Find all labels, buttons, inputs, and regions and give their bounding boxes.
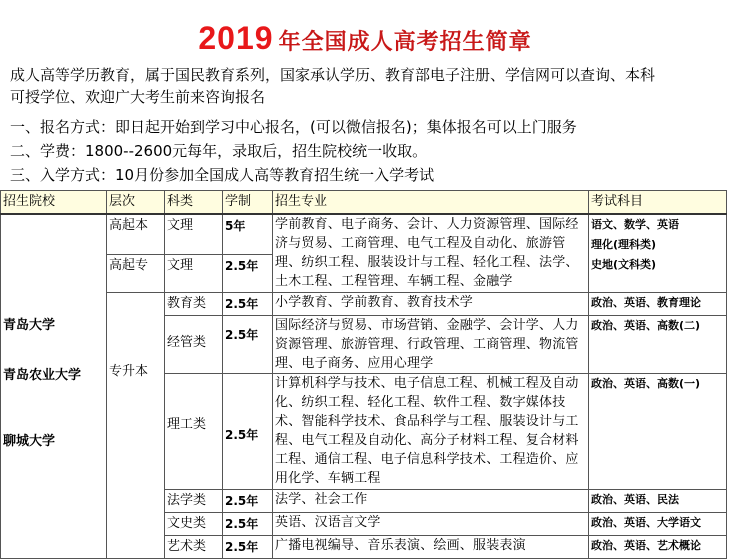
- subjects-cell: [589, 214, 727, 292]
- majors-cell: 法学、社会工作: [273, 489, 589, 512]
- category-cell: 文理: [165, 214, 223, 254]
- intro-paragraph: [10, 64, 725, 108]
- intro-line-1: 成人高等学历教育，属于国民教育系列，国家承认学历、教育部电子注册、学信网可以查询、本科: [10, 66, 656, 84]
- category-cell: 理工类: [165, 373, 223, 489]
- duration-cell: 2.5年: [223, 315, 273, 373]
- subjects-cell: 政治、英语、艺术概论: [589, 535, 727, 558]
- page-title: [0, 20, 730, 57]
- school-name: 青岛农业大学: [3, 368, 82, 383]
- school-name: 青岛大学: [3, 318, 56, 333]
- table-row: [1, 214, 727, 254]
- majors-cell: 计算机科学与技术、电子信息工程、机械工程及自动化、纺织工程、轻化工程、软件工程、数字媒体技术、智能科学技术、食品科学与工程、服装设计与工程、电气工程及自动化、高分子材料工程、复合材料工程、通信工程、电子信息科学技术、工程造价、应用化学、车辆工程: [273, 373, 589, 489]
- category-cell: 法学类: [165, 489, 223, 512]
- majors-cell: 国际经济与贸易、市场营销、金融学、会计学、人力资源管理、旅游管理、行政管理、工商管理、物流管理、电子商务、应用心理学: [273, 315, 589, 373]
- level-cell: [107, 292, 165, 558]
- category-cell: 教育类: [165, 292, 223, 315]
- duration-cell: 2.5年: [223, 535, 273, 558]
- subject-line: 理化(理科类): [591, 238, 657, 251]
- subjects-cell: 政治、英语、民法: [589, 489, 727, 512]
- school-name: 聊城大学: [3, 434, 56, 449]
- table-header-row: [1, 191, 727, 215]
- enrollment-table: [0, 190, 727, 559]
- duration-cell: 2.5年: [223, 254, 273, 292]
- subject-line: 语文、数学、英语: [591, 218, 679, 231]
- duration-cell: 5年: [223, 214, 273, 254]
- majors-cell: 英语、汉语言文学: [273, 512, 589, 535]
- intro-line-2: 可授学位、欢迎广大考生前来咨询报名: [10, 88, 266, 106]
- duration-cell: 2.5年: [223, 512, 273, 535]
- tuition-info: 二、学费：1800--2600元每年，录取后，招生院校统一收取。: [10, 142, 428, 160]
- subjects-cell: 政治、英语、高数(二): [589, 315, 727, 373]
- level-cell: 高起专: [107, 254, 165, 292]
- category-cell: 经管类: [165, 315, 223, 373]
- header-school: 招生院校: [1, 191, 107, 215]
- majors-cell: 小学教育、学前教育、教育技术学: [273, 292, 589, 315]
- subject-line: 史地(文科类): [591, 258, 657, 271]
- header-majors: 招生专业: [273, 191, 589, 215]
- title-year: 2019: [198, 20, 274, 56]
- header-level: 层次: [107, 191, 165, 215]
- header-subjects: 考试科目: [589, 191, 727, 215]
- subjects-cell: 政治、英语、教育理论: [589, 292, 727, 315]
- title-text: 年全国成人高考招生简章: [278, 30, 532, 55]
- signup-method: 一、报名方式：即日起开始到学习中心报名，(可以微信报名)；集体报名可以上门服务: [10, 118, 577, 136]
- table-row: [1, 292, 727, 315]
- category-cell: 文史类: [165, 512, 223, 535]
- level-cell: 高起本: [107, 214, 165, 254]
- duration-cell: 2.5年: [223, 292, 273, 315]
- subjects-cell: 政治、英语、高数(一): [589, 373, 727, 489]
- majors-cell: 学前教育、电子商务、会计、人力资源管理、国际经济与贸易、工商管理、电气工程及自动化、旅游管理、纺织工程、服装设计与工程、轻化工程、法学、土木工程、工程管理、车辆工程、金融学: [273, 214, 589, 292]
- category-cell: 艺术类: [165, 535, 223, 558]
- level-label: 专升本: [109, 363, 149, 379]
- header-category: 科类: [165, 191, 223, 215]
- category-cell: 文理: [165, 254, 223, 292]
- duration-cell: 2.5年: [223, 373, 273, 489]
- school-cell: [1, 214, 107, 558]
- admission-method: 三、入学方式：10月份参加全国成人高等教育招生统一入学考试: [10, 166, 435, 184]
- duration-cell: 2.5年: [223, 489, 273, 512]
- subjects-cell: 政治、英语、大学语文: [589, 512, 727, 535]
- header-duration: 学制: [223, 191, 273, 215]
- majors-cell: 广播电视编导、音乐表演、绘画、服装表演: [273, 535, 589, 558]
